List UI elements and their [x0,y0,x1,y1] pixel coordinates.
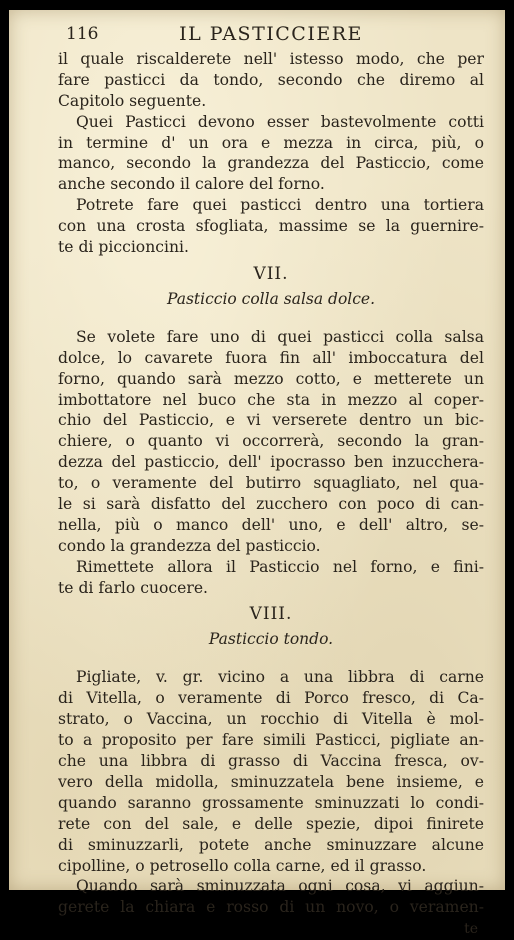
text-line: Rimettete allora il Pasticcio nel forno, e fini- [76,557,484,576]
text-line: il quale riscalderete nell' istesso modo, che per [58,50,484,68]
text-line: strato, o Vaccina, un rocchio di Vitella è mol- [58,710,484,729]
paragraph-rimettete [58,557,484,599]
page-header [58,21,484,49]
text-line: Quando sarà sminuzzata ogni cosa, vi aggiun- [76,877,484,896]
spacer [58,311,484,327]
text-line: nella, più o manco dell' uno, e dell' altro, se- [58,515,484,534]
text-line: le si sarà disfatto del zucchero con poco di can- [58,495,484,514]
text-line: chio del Pasticcio, e vi verserete dentro un bic- [58,411,484,430]
text-line: con una crosta sfogliata, massime se la guernire- [58,217,484,236]
text-line: dezza del pasticcio, dell' ipocrasso ben inzucchera- [58,453,484,472]
paragraph-quando [58,876,484,918]
page-text [58,21,484,940]
section-title-viii: Pasticcio tondo. [208,630,334,649]
spacer [58,651,484,667]
catchword: te [464,921,478,938]
text-line: forno, quando sarà mezzo cotto, e metterete un [58,369,484,388]
text-line: chiere, o quanto vi occorrerà, secondo la gran- [58,432,484,451]
page-number: 116 [66,24,99,44]
text-line: manco, secondo la grandezza del Pasticcio, come [58,154,484,173]
text-line: cipolline, o petrosello colla carne, ed il grasso. [58,856,427,875]
text-line: Se volete fare uno di quei pasticci colla salsa [76,327,484,346]
text-line: fare pasticci da tondo, secondo che diremo al [58,70,484,89]
text-line: che una libbra di grasso di Vaccina fresca, ov- [58,752,484,771]
paragraph-pasticcio-tondo [58,667,484,876]
section-title-vii: Pasticcio colla salsa dolce. [166,289,376,308]
text-line: vero della midolla, sminuzzatela bene insieme, e [58,772,484,791]
paragraph-tortiera [58,195,484,258]
text-line: Capitolo seguente. [58,91,207,110]
text-line: Pigliate, v. gr. vicino a una libbra di carne [76,668,484,687]
text-line: condo la grandezza del pasticcio. [58,536,321,555]
text-line: te di piccioncini. [58,238,189,257]
paragraph-salsa-dolce [58,327,484,557]
text-line: di sminuzzarli, potete anche sminuzzare alcune [58,835,484,854]
text-line: to a proposito per fare simili Pasticci, pigliate an- [58,731,484,750]
section-numeral-vii: VII. [253,263,289,284]
text-line: Potrete fare quei pasticci dentro una tortiera [76,196,484,215]
paragraph-continuation [58,49,484,112]
text-line: quando saranno grossamente sminuzzati lo condi- [58,793,484,812]
running-head: IL PASTICCIERE [179,23,363,45]
text-line: dolce, lo cavarete fuora fin all' imboccatura del [58,348,484,367]
text-line: to, o veramente del butirro squagliato, nel qua- [58,474,484,493]
paragraph-cooking-time [58,112,484,196]
section-numeral-viii: VIII. [249,604,293,625]
text-line: te di farlo cuocere. [58,578,208,597]
text-line: imbottatore nel buco che sta in mezzo al coper- [58,390,484,409]
text-line: in termine d' un ora e mezza in circa, più, o [58,133,484,152]
text-line: rete con del sale, e delle spezie, dipoi finirete [58,814,484,833]
book-page [9,10,505,938]
text-line: gerete la chiara e rosso di un novo, o veramen- [58,898,484,917]
text-line: anche secondo il calore del forno. [58,175,325,194]
text-line: di Vitella, o veramente di Porco fresco, di Ca- [58,689,484,708]
text-line: Quei Pasticci devono esser bastevolmente cotti [76,112,484,131]
